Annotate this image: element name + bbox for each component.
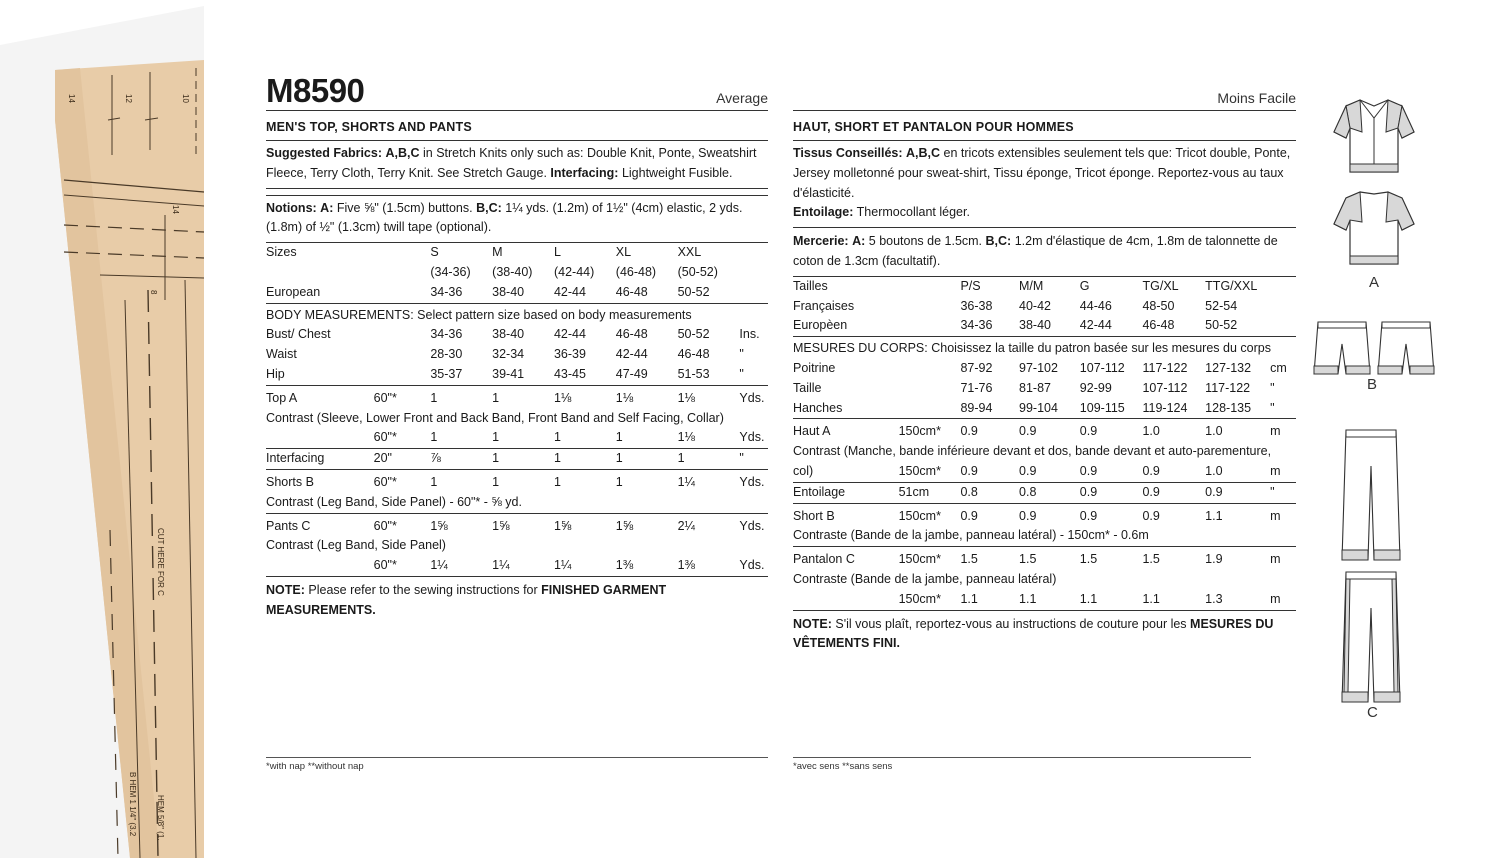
body-row-label: Taille [793,380,822,395]
yardage-value: ⅞ [430,449,492,470]
yardage-value: 1⅛ [678,428,740,448]
notions-label: Notions: [266,200,317,215]
fabric-width: 60"* [373,518,397,533]
body-value: 46-48 [677,347,710,362]
body-value: 35-37 [430,365,492,385]
fabric-width: 150cm* [898,552,941,567]
yardage-value: 0.8 [1019,482,1080,503]
yardage-value: 0.9 [1079,424,1098,439]
yardage-unit: " [739,449,768,470]
french-header [793,6,1296,111]
yardage-value: 0.9 [1080,462,1143,482]
french-size: 40-42 [1019,298,1051,313]
yardage-value: 1.3 [1205,590,1270,610]
yardage-value: 1.0 [1205,462,1270,482]
pattern-number: M8590 [266,72,365,109]
yardage-value: 0.9 [1142,508,1160,523]
tissue-size-14: 14 [67,94,76,103]
notions-bc-label: B,C: [985,234,1012,249]
yardage-value: 1 [492,474,500,489]
fabric-width: 150cm* [898,508,941,523]
body-value: 117-122 [1142,360,1188,375]
yardage-value: 1.5 [1142,552,1160,567]
body-value: 38-40 [492,327,525,342]
european-size: 50-52 [1205,316,1270,336]
sizes-label: Tailles [793,278,828,293]
yardage-value: 0.9 [1019,508,1037,523]
suggested-fabrics-fr [793,141,1296,228]
yardage-unit: m [1270,424,1281,439]
garment-title: MEN'S TOP, SHORTS AND PANTS [266,111,768,141]
yardage-label: Interfacing [266,449,374,470]
note-fr [793,611,1296,655]
yardage-label: Top A [266,390,298,405]
yardage-value: 1 [678,449,740,470]
body-measurements-heading: BODY MEASUREMENTS: Select pattern size based on body measurements [266,307,692,322]
view-label-b: B [1367,376,1378,393]
body-value: 47-49 [616,365,678,385]
francaises-label: Françaises [793,298,855,313]
interfacing-text: Lightweight Fusible. [621,165,733,180]
body-value: 32-34 [492,347,525,362]
yardage-value: 1¼ [492,556,554,576]
contrast-shorts: Contrast (Leg Band, Side Panel) - 60"* - ⅝ yd. [266,493,768,513]
sizes-label: Sizes [266,245,297,260]
yardage-label: col) [793,462,899,482]
yardage-value: 1⅜ [678,556,740,576]
note-label: NOTE: [793,616,832,631]
yardage-value: 1.0 [1205,424,1223,439]
french-column [793,6,1296,654]
notions-a-label: A: [320,200,334,215]
yardage-value: 1⅝ [430,518,448,533]
yardage-value: 1 [430,474,438,489]
yardage-label: Shorts B [266,474,314,489]
note-emphasis: FINISHED GARMENT MEASUREMENTS. [266,582,667,617]
european-size: 34-36 [430,283,492,303]
note-text: S'il vous plaît, reportez-vous au instructions de couture pour les [835,616,1187,631]
european-label: European [266,283,374,303]
body-value: 34-36 [430,327,463,342]
size-range: (38-40) [492,264,533,279]
yardage-value: 1.5 [1019,552,1037,567]
yardage-value: 1.9 [1205,552,1223,567]
contrast-top-label-fr: Contrast (Manche, bande inférieure devant et dos, bande devant et auto-parementure, [793,444,1272,459]
body-measurements-heading-fr: MESURES DU CORPS: Choisissez la taille du patron basée sur les mesures du corps [793,341,1271,356]
yardage-value: 1.1 [1205,508,1223,523]
tissue-cut-here-label: CUT HERE FOR C [156,528,165,596]
fabrics-views: A,B,C [385,146,420,160]
yardage-label: Pantalon C [793,552,855,567]
notions-label: Mercerie: [793,234,849,249]
pattern-envelope-back [204,6,1490,852]
body-value: 28-30 [430,347,463,362]
french-size: 48-50 [1142,298,1175,313]
yardage-value: 1.1 [1019,590,1080,610]
yardage-value: 1 [616,428,678,448]
fabric-width: 20" [374,449,431,470]
european-size: 38-40 [1019,316,1080,336]
tissue-size-14b: 14 [171,205,180,214]
yardage-value: 1 [554,449,616,470]
yardage-value: 0.9 [960,462,1019,482]
tissue-hem-label: HEM 5/8" (1. [156,795,165,841]
french-size: 36-38 [960,298,993,313]
suggested-fabrics [266,141,768,189]
view-label-c: C [1367,704,1378,721]
yardage-value: 0.9 [1142,482,1205,503]
body-value: 46-48 [615,327,648,342]
yardage-value: 0.8 [960,482,1019,503]
yardage-value: 1⅝ [492,518,510,533]
footnote-nap-fr: *avec sens **sans sens [793,757,1251,772]
body-row-label: Hip [266,365,374,385]
contrast-pants-label: Contrast (Leg Band, Side Panel) [266,538,446,553]
yardage-value: 1.5 [960,552,978,567]
body-unit: " [1270,380,1275,395]
body-unit: " [1270,399,1296,419]
yardage-label: Short B [793,508,835,523]
body-value: 51-53 [678,365,740,385]
european-size: 38-40 [492,283,554,303]
size: TG/XL [1142,278,1179,293]
european-size: 42-44 [1080,316,1143,336]
fabrics-text: en tricots extensibles seulement tels que: Tricot double, Ponte, Jersey molletonné pour sweat-shirt, Tissu éponge, Tricot éponge. Reportez-vous au taux d'élasticité. [793,146,1291,200]
notions [266,195,768,244]
notions-bc-label: B,C: [476,200,502,215]
european-size: 46-48 [1142,316,1205,336]
top-a-front-sketch [1332,94,1416,176]
size-range: (34-36) [430,264,471,279]
body-row-label: Waist [266,347,297,362]
body-value: 36-39 [553,347,586,362]
body-value: 43-45 [554,365,616,385]
yardage-unit: m [1270,590,1296,610]
yardage-value: 0.9 [1205,482,1270,503]
fabric-width: 60"* [373,474,397,489]
yardage-unit: Yds. [739,556,768,576]
tissue-size-10: 10 [181,94,190,103]
english-header [266,6,768,111]
notions-bc-text: 1.2m d'élastique de 4cm, 1.8m de talonnette de coton de 1.3cm (facultatif). [793,234,1278,268]
europeen-label: Europèen [793,316,899,336]
yardage-value: 1 [616,449,678,470]
yardage-value: 1 [430,390,438,405]
body-value: 99-104 [1019,399,1080,419]
fabrics-text: in Stretch Knits only such as: Double Knit, Ponte, Sweatshirt Fleece, Terry Cloth, Terry Knit. See Stretch Gauge. [266,146,757,180]
yardage-value: 0.9 [1019,462,1080,482]
european-size: 46-48 [616,283,678,303]
contrast-pants-label-fr: Contraste (Bande de la jambe, panneau latéral) [793,571,1057,586]
european-size: 50-52 [678,283,740,303]
body-value: 109-115 [1080,399,1143,419]
fabric-width: 60"* [374,556,431,576]
shorts-b-sketch [1312,318,1438,378]
body-value: 42-44 [553,327,586,342]
yardage-value: 0.9 [1080,482,1143,503]
body-value: 97-102 [1019,360,1058,375]
size-range: (50-52) [677,264,718,279]
tissue-size-8: 8 [149,290,158,295]
yardage-unit: Yds. [739,428,768,448]
note-label: NOTE: [266,582,305,597]
body-value: 128-135 [1205,399,1270,419]
yardage-value: 0.9 [960,424,978,439]
yardage-unit: Yds. [739,390,765,405]
yardage-value: 1⅝ [553,518,572,533]
interfacing-text: Thermocollant léger. [856,205,970,220]
fabric-width: 51cm [899,482,961,503]
body-row-label: Hanches [793,399,899,419]
body-value: 92-99 [1079,380,1112,395]
yardage-value: 1 [553,474,561,489]
difficulty-level-fr: Moins Facile [1217,90,1296,106]
fabric-width: 150cm* [899,462,961,482]
yardage-value: 1¼ [677,474,695,489]
yardage-value: 1⅛ [677,390,695,405]
size-s: S [430,245,439,260]
french-size: 44-46 [1079,298,1112,313]
yardage-label: Haut A [793,424,831,439]
garment-title-fr: HAUT, SHORT ET PANTALON POUR HOMMES [793,111,1296,141]
yardage-label: Pants C [266,518,311,533]
body-value: 117-122 [1205,380,1251,395]
size-xxl: XXL [677,245,702,260]
footnote-nap: *with nap **without nap [266,757,768,772]
body-row-label: Poitrine [793,360,836,375]
body-value: 119-124 [1142,399,1205,419]
notions-a-text: Five ⅝" (1.5cm) buttons. [336,200,473,215]
difficulty-level: Average [716,90,768,106]
contrast-shorts-fr: Contraste (Bande de la jambe, panneau latéral) - 150cm* - 0.6m [793,526,1296,546]
european-size: 34-36 [960,316,1019,336]
yardage-unit: " [1270,482,1296,503]
yardage-value: 1 [492,390,500,405]
yardage-value: 1 [492,449,554,470]
size: M/M [1019,278,1044,293]
yardage-value: 0.9 [1142,462,1205,482]
notions-a-text: 5 boutons de 1.5cm. [868,234,983,249]
body-value: 50-52 [677,327,710,342]
yardage-value: 1 [492,428,554,448]
yardage-value: 0.9 [960,508,978,523]
top-a-back-sketch [1332,186,1416,268]
english-column [266,6,768,621]
fabrics-views: A,B,C [906,146,941,160]
european-size: 42-44 [554,283,616,303]
body-row-label: Bust/ Chest [266,327,331,342]
body-value: 87-92 [960,360,993,375]
body-value: 71-76 [960,380,993,395]
fabrics-label: Suggested Fabrics: [266,146,382,160]
yardage-value: 2¼ [677,518,695,533]
size-range: (42-44) [553,264,595,279]
tissue-size-12: 12 [124,94,133,103]
yardage-value: 1⅛ [615,390,634,405]
view-label-a: A [1369,274,1380,291]
note-emphasis: MESURES DU VÊTEMENTS FINI. [793,616,1274,651]
interfacing-label: Entoilage: [793,205,854,220]
yardage-value: 1.1 [1080,590,1143,610]
yardage-value: 1⅜ [616,556,678,576]
body-value: 127-132 [1205,360,1252,375]
body-value: 107-112 [1142,380,1188,395]
interfacing-label: Interfacing: [550,165,619,180]
body-value: 89-94 [960,399,1019,419]
fabric-width: 60"* [373,390,397,405]
size-table-fr [793,277,1296,611]
body-unit: cm [1270,360,1287,375]
yardage-value: 1¼ [554,556,616,576]
notions-bc-text: 1¼ yds. (1.2m) of 1½" (4cm) elastic, 2 yds. (1.8m) of ½" (1.3cm) twill tape (optional). [266,200,743,235]
tissue-b-hem-label: B HEM 1 1/4" (3.2 [128,772,137,837]
yardage-value: 1.1 [960,590,1019,610]
note [266,577,768,621]
yardage-unit: m [1270,462,1296,482]
pants-c-sketch [1340,426,1402,708]
size-table [266,243,768,577]
yardage-value: 1 [554,428,616,448]
body-value: 39-41 [492,365,554,385]
fabric-width: 150cm* [899,590,961,610]
note-text: Please refer to the sewing instructions for [308,582,538,597]
size-l: L [553,245,561,260]
body-unit: " [739,365,768,385]
body-unit: Ins. [739,327,760,342]
contrast-top-label: Contrast (Sleeve, Lower Front and Back Band, Front Band and Self Facing, Collar) [266,410,724,425]
notions-fr [793,228,1296,277]
yardage-value: 1⅝ [615,518,634,533]
size-range: (46-48) [615,264,657,279]
french-size: 52-54 [1205,298,1238,313]
size-xl: XL [615,245,632,260]
yardage-value: 1 [430,428,492,448]
yardage-value: 1 [615,474,623,489]
yardage-value: 0.9 [1079,508,1098,523]
yardage-value: 1.1 [1142,590,1205,610]
yardage-value: 1⅛ [553,390,572,405]
size-m: M [492,245,503,260]
notions-a-label: A: [852,234,866,249]
size: P/S [960,278,981,293]
size: TTG/XXL [1205,278,1258,293]
yardage-value: 1.5 [1079,552,1098,567]
yardage-unit: m [1270,508,1281,523]
size: G [1079,278,1090,293]
yardage-value: 1.0 [1142,424,1160,439]
body-value: 81-87 [1019,380,1051,395]
yardage-unit: Yds. [739,518,765,533]
fabric-width: 150cm* [898,424,941,439]
yardage-value: 0.9 [1019,424,1037,439]
body-value: 107-112 [1079,360,1125,375]
fabrics-label: Tissus Conseillés: [793,146,903,160]
yardage-value: 1¼ [430,556,492,576]
body-value: 42-44 [615,347,648,362]
yardage-unit: Yds. [739,474,765,489]
body-unit: " [739,347,744,362]
yardage-unit: m [1270,552,1281,567]
fabric-width: 60"* [374,428,431,448]
yardage-label: Entoilage [793,482,899,503]
